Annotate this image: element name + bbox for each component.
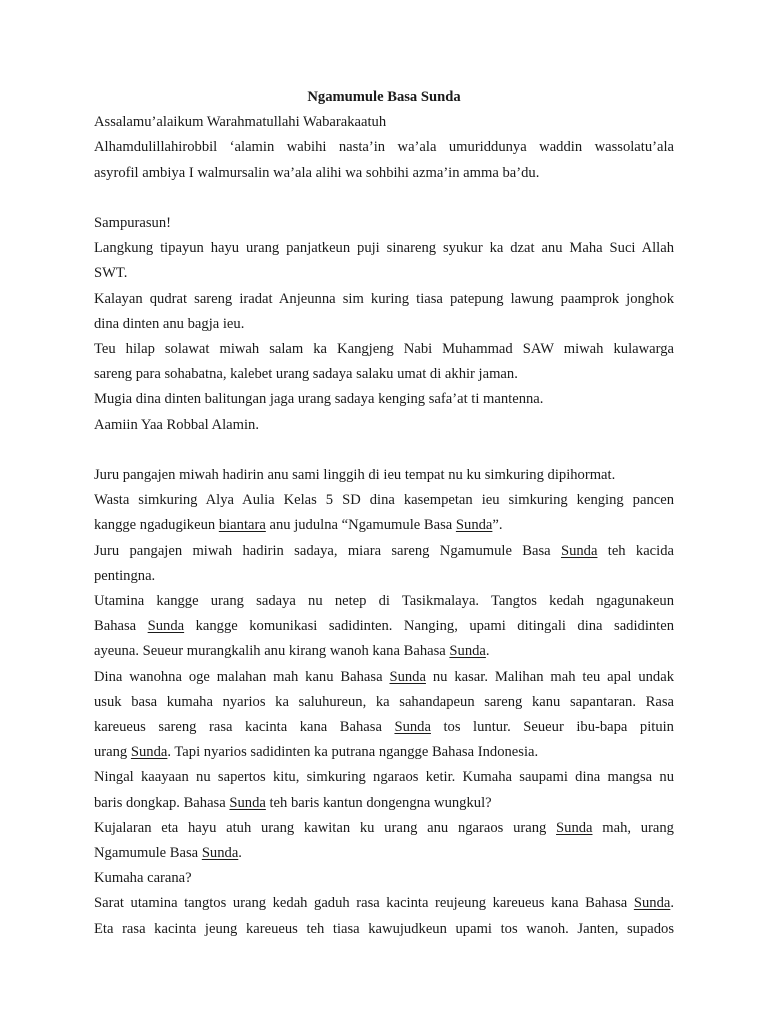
text-line: Sampurasun! bbox=[94, 214, 172, 231]
text-line bbox=[94, 791, 674, 816]
text-line: Langkung tipayun hayu urang panjatkeun puji sinareng syukur ka dzat anu Maha Suci Allah bbox=[94, 240, 674, 257]
underlined-word: Sunda bbox=[147, 618, 185, 635]
underlined-word: Sunda bbox=[130, 744, 168, 761]
text-line: Assalamu’alaikum Warahmatullahi Wabarakaatuh bbox=[94, 114, 387, 131]
text-line bbox=[94, 841, 674, 866]
text-line bbox=[94, 740, 674, 765]
underlined-word: Sunda bbox=[633, 895, 671, 912]
text-segment: kangge komunikasi sadidinten. Nanging, upami ditingali dina sadidinten bbox=[184, 618, 675, 635]
text-line bbox=[94, 715, 674, 740]
text-line: Kumaha carana? bbox=[94, 870, 192, 887]
text-segment: baris dongkap. Bahasa bbox=[94, 794, 230, 811]
text-segment: . bbox=[238, 845, 242, 862]
text-line: usuk basa kumaha nyarios ka saluhureun, ka sahandapeun sareng kanu sapantaran. Rasa bbox=[94, 693, 674, 710]
text-line: Ningal kaayaan nu sapertos kitu, simkuring ngaraos ketir. Kumaha saupami dina mangsa nu bbox=[94, 769, 674, 786]
text-segment: Juru pangajen miwah hadirin sadaya, miara sareng Ngamumule Basa bbox=[94, 542, 561, 559]
text-segment: kareueus sareng rasa kacinta kana Bahasa bbox=[94, 719, 395, 736]
document-body bbox=[94, 110, 674, 942]
text-segment: teh baris kantun dongengna wungkul? bbox=[265, 794, 492, 811]
text-line: Juru pangajen miwah hadirin anu sami linggih di ieu tempat nu ku simkuring dipihormat. bbox=[94, 467, 616, 483]
text-line: Eta rasa kacinta jeung kareueus teh tiasa kawujudkeun upami tos wanoh. Janten, supados bbox=[94, 920, 674, 937]
text-segment: . Tapi nyarios sadidinten ka putrana ngangge Bahasa Indonesia. bbox=[167, 744, 539, 761]
text-segment: nu kasar. Malihan mah teu apal undak bbox=[425, 668, 675, 685]
underlined-word: Sunda bbox=[560, 542, 598, 559]
text-line: pentingna. bbox=[94, 567, 156, 584]
text-line: Kalayan qudrat sareng iradat Anjeunna sim kuring tiasa patepung lawung paamprok jonghok bbox=[94, 290, 674, 307]
text-line bbox=[94, 665, 674, 690]
text-segment: ayeuna. Seueur murangkalih anu kirang wanoh kana Bahasa bbox=[94, 643, 450, 660]
text-segment: teh kacida bbox=[597, 542, 674, 559]
text-segment: urang bbox=[94, 744, 131, 761]
text-line: asyrofil ambiya I walmursalin wa’ala alihi wa sohbihi azma’in amma ba’du. bbox=[94, 164, 540, 181]
underlined-word: Sunda bbox=[394, 719, 431, 736]
document-page bbox=[94, 85, 674, 942]
text-segment: Sarat utamina tangtos urang kedah gaduh rasa kacinta reujeung kareueus kana Bahasa bbox=[94, 895, 634, 912]
text-line: Aamiin Yaa Robbal Alamin. bbox=[94, 416, 259, 433]
text-line bbox=[94, 816, 674, 841]
underlined-word: Sunda bbox=[556, 819, 593, 836]
text-segment: ”. bbox=[492, 517, 503, 534]
text-line: Mugia dina dinten balitungan jaga urang sadaya kenging safa’at ti mantenna. bbox=[94, 391, 544, 408]
text-segment: Bahasa bbox=[94, 618, 148, 635]
text-line: SWT. bbox=[94, 265, 128, 282]
text-segment: . bbox=[485, 643, 490, 660]
text-line bbox=[94, 513, 674, 538]
text-segment: . bbox=[670, 895, 674, 912]
text-line bbox=[94, 614, 674, 639]
document-title: Ngamumule Basa Sunda bbox=[307, 89, 461, 105]
underlined-word: Sunda bbox=[201, 845, 239, 862]
text-line bbox=[94, 891, 674, 916]
text-line: Wasta simkuring Alya Aulia Kelas 5 SD dina kasempetan ieu simkuring kenging pancen bbox=[94, 492, 674, 509]
text-line: sareng para sohabatna, kalebet urang sadaya salaku umat di akhir jaman. bbox=[94, 366, 518, 383]
text-line: dina dinten anu bagja ieu. bbox=[94, 315, 245, 332]
text-segment: Dina wanohna oge malahan mah kanu Bahasa bbox=[94, 668, 390, 685]
text-line: Alhamdulillahirobbil ‘alamin wabihi nasta’in wa’ala umuriddunya waddin wassolatu’ala bbox=[94, 139, 674, 156]
text-line: Teu hilap solawat miwah salam ka Kangjeng Nabi Muhammad SAW miwah kulawarga bbox=[94, 341, 674, 357]
underlined-word: biantara bbox=[218, 517, 266, 534]
text-line bbox=[94, 639, 674, 664]
text-segment: anu judulna “Ngamumule Basa bbox=[265, 517, 456, 534]
text-segment: Ngamumule Basa bbox=[94, 845, 202, 862]
text-line: Utamina kangge urang sadaya nu netep di Tasikmalaya. Tangtos kedah ngagunakeun bbox=[94, 593, 674, 610]
blank-line bbox=[94, 186, 674, 211]
text-line bbox=[94, 539, 674, 564]
text-segment: Kujalaran eta hayu atuh urang kawitan ku urang anu ngaraos urang bbox=[94, 819, 557, 836]
blank-line bbox=[94, 438, 674, 463]
underlined-word: Sunda bbox=[455, 517, 493, 534]
underlined-word: Sunda bbox=[449, 643, 486, 660]
text-segment: mah, urang bbox=[592, 819, 674, 836]
underlined-word: Sunda bbox=[229, 794, 266, 811]
text-segment: kangge ngadugikeun bbox=[94, 517, 219, 534]
text-segment: tos luntur. Seueur ibu-bapa pituin bbox=[430, 719, 674, 736]
underlined-word: Sunda bbox=[389, 668, 426, 685]
